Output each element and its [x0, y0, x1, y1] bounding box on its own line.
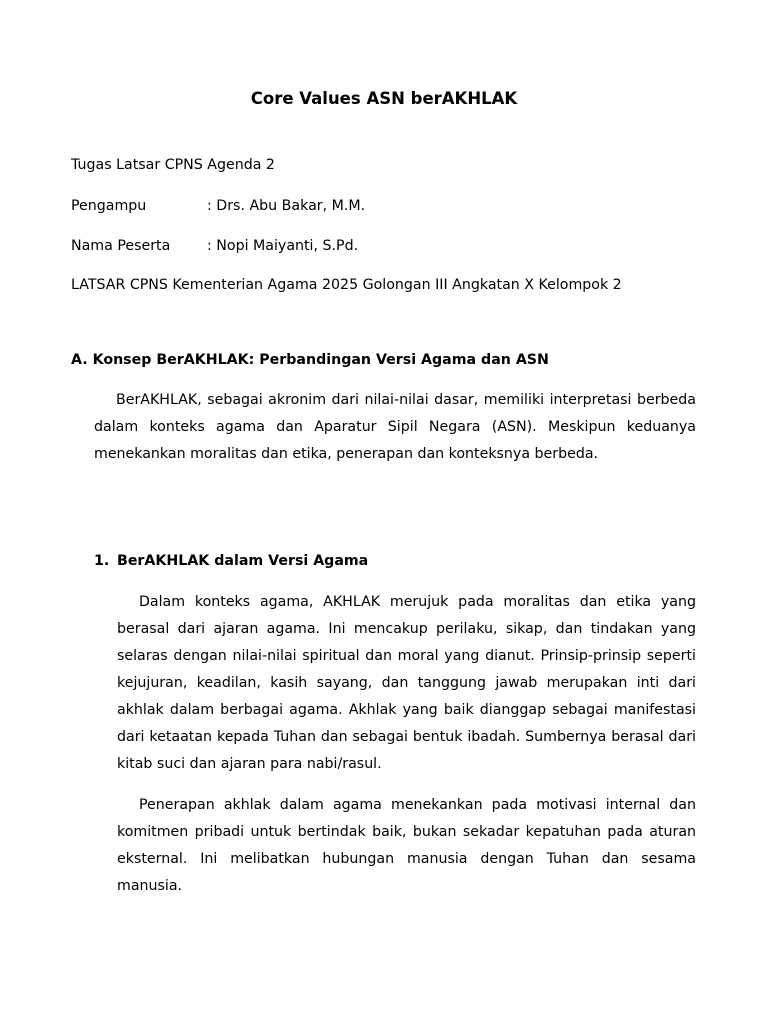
participant-value: : Nopi Maiyanti, S.Pd. [207, 238, 359, 254]
participant-line [71, 238, 358, 254]
section-a-intro-paragraph: BerAKHLAK, sebagai akronim dari nilai-nilai dasar, memiliki interpretasi berbeda dalam konteks agama dan Aparatur Sipil Negara (ASN). Meskipun keduanya menekankan moralitas dan etika, penerapan dan konteksnya berbeda. [94, 392, 696, 462]
subsection-1-title: BerAKHLAK dalam Versi Agama [117, 553, 369, 569]
subsection-1-paragraph-1: Dalam konteks agama, AKHLAK merujuk pada moralitas dan etika yang berasal dari ajaran agama. Ini mencakup perilaku, sikap, dan tindakan yang selaras dengan nilai-nilai spiritual dan moral yang dianut. Prinsip-prinsip seperti kejujuran, keadilan, kasih sayang, dan tanggung jawab merupakan inti dari akhlak dalam berbagai agama. Akhlak yang baik dianggap sebagai manifestasi dari ketaatan kepada Tuhan dan sebagai bentuk ibadah. Sumbernya berasal dari kitab suci dan ajaran para nabi/rasul. [117, 594, 696, 772]
section-a-heading: A. Konsep BerAKHLAK: Perbandingan Versi Agama dan ASN [71, 352, 549, 368]
assignment-line: Tugas Latsar CPNS Agenda 2 [71, 157, 275, 173]
subsection-1-paragraph-2: Penerapan akhlak dalam agama menekankan pada motivasi internal dan komitmen pribadi untuk bertindak baik, bukan sekadar kepatuhan pada aturan eksternal. Ini melibatkan hubungan manusia dengan Tuhan dan sesama manusia. [117, 797, 696, 894]
instructor-line [71, 198, 365, 214]
subsection-1-heading [94, 553, 368, 569]
instructor-label: Pengampu [71, 198, 147, 214]
document-title: Core Values ASN berAKHLAK [250, 89, 518, 108]
participant-label: Nama Peserta [71, 238, 171, 254]
subsection-1-number: 1. [94, 553, 110, 569]
instructor-value: : Drs. Abu Bakar, M.M. [207, 198, 366, 214]
program-line: LATSAR CPNS Kementerian Agama 2025 Golongan III Angkatan X Kelompok 2 [71, 277, 622, 293]
